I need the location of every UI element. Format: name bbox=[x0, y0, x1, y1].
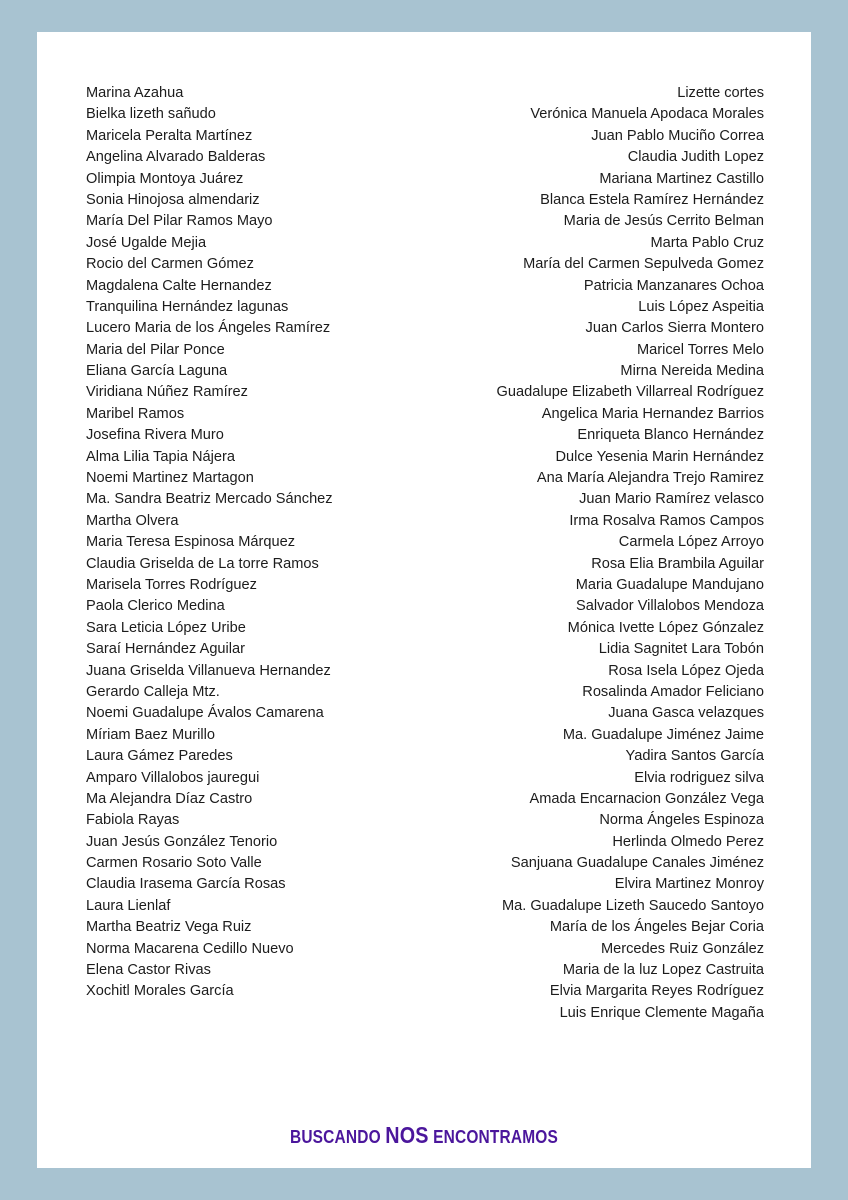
signatory-name: Bielka lizeth sañudo bbox=[86, 106, 216, 123]
signatory-name: Angelica Maria Hernandez Barrios bbox=[541, 405, 764, 422]
signatory-name: Angelina Alvarado Balderas bbox=[86, 149, 266, 166]
signatory-name: Laura Gámez Paredes bbox=[86, 748, 233, 765]
signatory-name: Salvador Villalobos Mendoza bbox=[576, 598, 764, 615]
signatory-name: Eliana García Laguna bbox=[86, 363, 228, 380]
signatory-name: Saraí Hernández Aguilar bbox=[86, 641, 246, 658]
signatory-name: Viridiana Núñez Ramírez bbox=[86, 384, 248, 401]
signatory-name: Magdalena Calte Hernandez bbox=[86, 277, 272, 294]
footer-slogan-emphasis: NOS bbox=[385, 1122, 429, 1148]
signatory-name: Paola Clerico Medina bbox=[86, 598, 225, 615]
signatory-name: Juan Carlos Sierra Montero bbox=[585, 320, 764, 337]
signatory-name: Elvia Margarita Reyes Rodríguez bbox=[549, 983, 764, 1000]
signatory-name: María del Carmen Sepulveda Gomez bbox=[523, 256, 764, 273]
signatory-name: Xochitl Morales García bbox=[86, 983, 234, 1000]
signatory-name: Ma. Sandra Beatriz Mercado Sánchez bbox=[86, 491, 333, 508]
signatory-name: Marta Pablo Cruz bbox=[650, 234, 764, 251]
signatory-name: Luis López Aspeitia bbox=[638, 298, 764, 315]
signatory-name: Maria Teresa Espinosa Márquez bbox=[86, 534, 296, 551]
signatory-name: Elvira Martinez Monroy bbox=[614, 876, 764, 893]
signatory-name: Mariana Martinez Castillo bbox=[599, 170, 764, 187]
signatory-name: Sanjuana Guadalupe Canales Jiménez bbox=[510, 855, 764, 872]
signatory-name: Irma Rosalva Ramos Campos bbox=[569, 512, 764, 529]
signatory-name: Rosalinda Amador Feliciano bbox=[582, 683, 764, 700]
signatory-name: Lidia Sagnitet Lara Tobón bbox=[598, 641, 764, 658]
signatory-name: Claudia Judith Lopez bbox=[627, 149, 764, 166]
signatory-name: Mirna Nereida Medina bbox=[620, 363, 764, 380]
signatory-name: Maria de la luz Lopez Castruita bbox=[562, 962, 764, 979]
signatory-name: Verónica Manuela Apodaca Morales bbox=[530, 106, 764, 123]
signatory-name: Lucero Maria de los Ángeles Ramírez bbox=[86, 320, 331, 337]
signatory-name: Amparo Villalobos jauregui bbox=[86, 769, 260, 786]
signatory-name: Fabiola Rayas bbox=[86, 812, 180, 829]
signatory-name: Noemi Martinez Martagon bbox=[86, 470, 254, 487]
signatory-name: Noemi Guadalupe Ávalos Camarena bbox=[86, 705, 324, 722]
footer-slogan-part1: BUSCANDO bbox=[289, 1127, 386, 1147]
signatory-name: Laura Lienlaf bbox=[86, 897, 171, 914]
signatory-name: Míriam Baez Murillo bbox=[86, 726, 215, 743]
signatory-name: Dulce Yesenia Marin Hernández bbox=[555, 448, 764, 465]
signatory-name: Norma Macarena Cedillo Nuevo bbox=[86, 940, 294, 957]
signatory-name: Marisela Torres Rodríguez bbox=[86, 576, 257, 593]
signatory-name: Herlinda Olmedo Perez bbox=[612, 833, 764, 850]
signatory-name: Mónica Ivette López Gónzalez bbox=[567, 619, 764, 636]
signatory-name: Olimpia Montoya Juárez bbox=[86, 170, 244, 187]
footer-slogan-part3: ENCONTRAMOS bbox=[428, 1127, 559, 1147]
footer-slogan bbox=[91, 1122, 757, 1149]
signatory-name: Juan Pablo Muciño Correa bbox=[591, 127, 764, 144]
signatory-name: María de los Ángeles Bejar Coria bbox=[549, 919, 764, 936]
signatory-name: Ma Alejandra Díaz Castro bbox=[86, 790, 253, 807]
signatory-name: Patricia Manzanares Ochoa bbox=[583, 277, 764, 294]
signatory-name: Blanca Estela Ramírez Hernández bbox=[540, 191, 764, 208]
signatory-name: Juan Mario Ramírez velasco bbox=[579, 491, 764, 508]
signatory-name: Ma. Guadalupe Jiménez Jaime bbox=[562, 726, 764, 743]
signatory-name: Rocio del Carmen Gómez bbox=[86, 256, 254, 273]
signatory-name: Gerardo Calleja Mtz. bbox=[86, 683, 220, 700]
signatory-name: Josefina Rivera Muro bbox=[86, 427, 224, 444]
signatory-name: Rosa Elia Brambila Aguilar bbox=[591, 555, 764, 572]
signatory-name: Carmen Rosario Soto Valle bbox=[86, 855, 262, 872]
signatory-name: Rosa Isela López Ojeda bbox=[608, 662, 764, 679]
names-column-right bbox=[394, 83, 764, 1024]
signatory-name: Marina Azahua bbox=[86, 85, 184, 101]
signatory-name: Ana María Alejandra Trejo Ramirez bbox=[536, 470, 764, 487]
names-column-left bbox=[86, 83, 426, 1003]
signatory-name: Maria del Pilar Ponce bbox=[86, 341, 225, 358]
signatory-name: Luis Enrique Clemente Magaña bbox=[559, 1004, 764, 1021]
signatory-name: Norma Ángeles Espinoza bbox=[599, 812, 764, 829]
signatory-name: Guadalupe Elizabeth Villarreal Rodríguez bbox=[496, 384, 764, 401]
signatory-name: Elena Castor Rivas bbox=[86, 962, 211, 979]
signatory-name: Maria de Jesús Cerrito Belman bbox=[563, 213, 764, 230]
signatory-name: José Ugalde Mejia bbox=[86, 234, 207, 251]
signatory-name: Yadira Santos García bbox=[625, 748, 764, 765]
signatory-name: Carmela López Arroyo bbox=[618, 534, 764, 551]
signatory-name: Elvia rodriguez silva bbox=[634, 769, 764, 786]
signatory-name: Alma Lilia Tapia Nájera bbox=[86, 448, 235, 465]
signatory-name: Juana Griselda Villanueva Hernandez bbox=[86, 662, 331, 679]
signatory-name: Claudia Griselda de La torre Ramos bbox=[86, 555, 319, 572]
signatory-name: Juan Jesús González Tenorio bbox=[86, 833, 278, 850]
signatory-name: Martha Beatriz Vega Ruiz bbox=[86, 919, 252, 936]
signatory-name: Sara Leticia López Uribe bbox=[86, 619, 246, 636]
signatory-name: Lizette cortes bbox=[677, 85, 764, 101]
signatory-name: Juana Gasca velazques bbox=[608, 705, 764, 722]
signatory-name: Martha Olvera bbox=[86, 512, 179, 529]
signatory-name: Amada Encarnacion González Vega bbox=[529, 790, 764, 807]
signatory-name: Enriqueta Blanco Hernández bbox=[577, 427, 764, 444]
document-page bbox=[37, 32, 811, 1168]
signatory-name: Claudia Irasema García Rosas bbox=[86, 876, 286, 893]
signatory-name: Maricela Peralta Martínez bbox=[86, 127, 253, 144]
signatory-name: Maribel Ramos bbox=[86, 405, 185, 422]
signatory-name: Sonia Hinojosa almendariz bbox=[86, 191, 260, 208]
signatory-name: Ma. Guadalupe Lizeth Saucedo Santoyo bbox=[501, 897, 764, 914]
signatory-name: Maricel Torres Melo bbox=[636, 341, 764, 358]
signatory-name: Mercedes Ruiz González bbox=[600, 940, 764, 957]
signatory-name: Tranquilina Hernández lagunas bbox=[86, 298, 289, 315]
signatory-name: María Del Pilar Ramos Mayo bbox=[86, 213, 273, 230]
signatory-name: Maria Guadalupe Mandujano bbox=[575, 576, 764, 593]
